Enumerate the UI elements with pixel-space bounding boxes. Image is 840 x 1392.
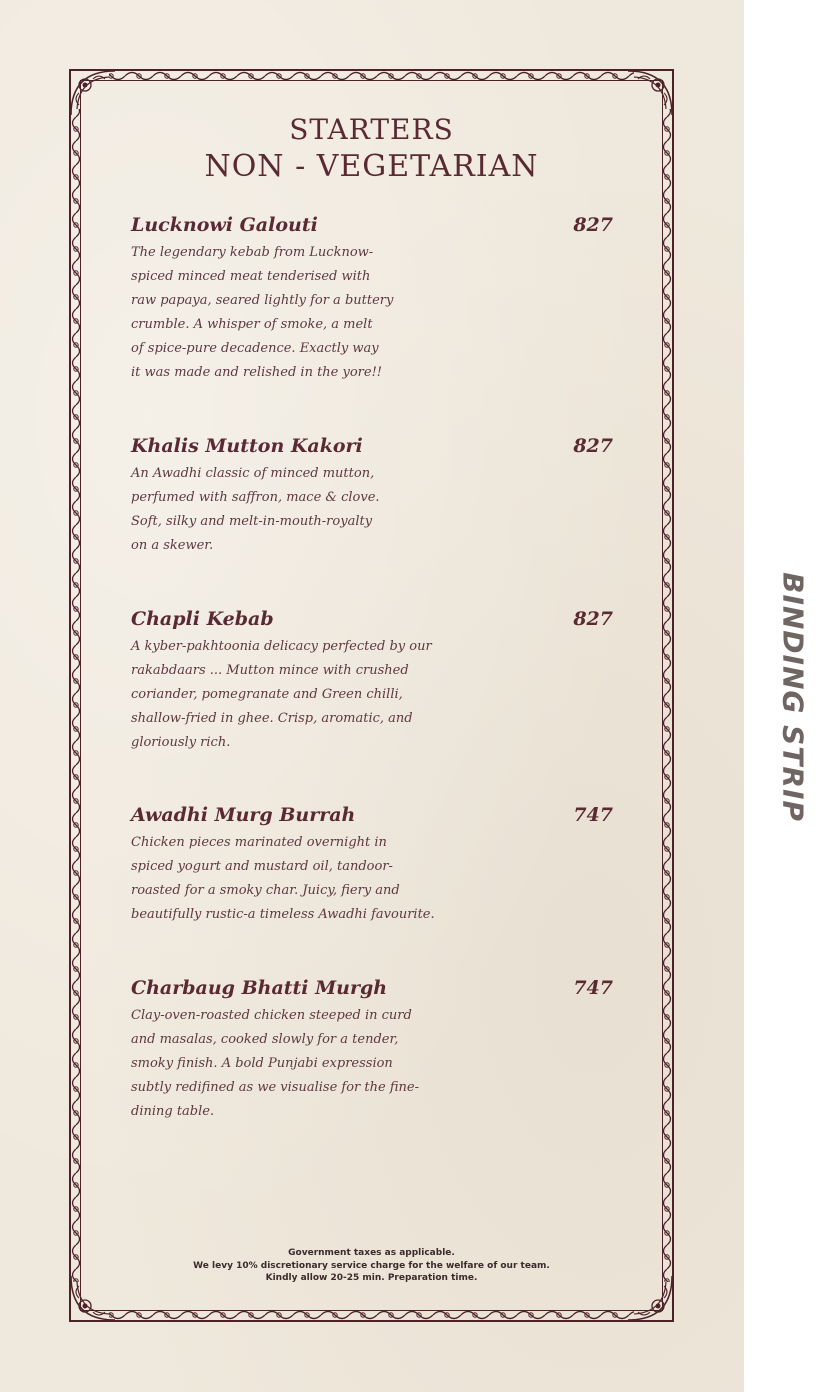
item-description bbox=[131, 831, 435, 927]
menu-title-starters: STARTERS bbox=[289, 113, 454, 146]
item-description bbox=[131, 462, 380, 558]
ornamental-border-top bbox=[69, 69, 674, 83]
menu-title-non-vegetarian: NON - VEGETARIAN bbox=[204, 149, 539, 184]
binding-strip-label: BINDING STRIP bbox=[776, 572, 810, 822]
footer-preparation-time-note: Kindly allow 20-25 min. Preparation time. bbox=[265, 1273, 478, 1283]
item-description-line: The legendary kebab from Lucknow- bbox=[131, 245, 374, 260]
ornamental-corner-icon bbox=[69, 69, 117, 117]
item-description-line: raw papaya, seared lightly for a buttery bbox=[131, 293, 394, 308]
item-description-line: perfumed with saffron, mace & clove. bbox=[131, 490, 380, 505]
item-description-line: and masalas, cooked slowly for a tender, bbox=[131, 1032, 399, 1047]
item-description-line: Clay-oven-roasted chicken steeped in curd bbox=[131, 1008, 412, 1023]
item-price: 827 bbox=[573, 435, 613, 457]
item-description bbox=[131, 1004, 419, 1124]
item-description-line: shallow-fried in ghee. Crisp, aromatic, and bbox=[131, 711, 413, 726]
item-description-line: Chicken pieces marinated overnight in bbox=[131, 835, 387, 850]
item-price: 747 bbox=[573, 804, 613, 826]
menu-footer bbox=[83, 1247, 660, 1285]
item-price: 827 bbox=[573, 608, 613, 630]
item-name: Lucknowi Galouti bbox=[131, 214, 318, 236]
footer-tax-note: Government taxes as applicable. bbox=[288, 1248, 455, 1258]
item-name: Khalis Mutton Kakori bbox=[131, 435, 363, 457]
item-description-line: of spice-pure decadence. Exactly way bbox=[131, 341, 379, 356]
ornamental-corner-icon bbox=[626, 69, 674, 117]
item-description bbox=[131, 635, 432, 755]
item-description-line: it was made and relished in the yore!! bbox=[131, 365, 383, 380]
item-price: 747 bbox=[573, 977, 613, 999]
item-description-line: on a skewer. bbox=[131, 538, 214, 553]
item-name: Awadhi Murg Burrah bbox=[131, 804, 356, 826]
item-description-line: An Awadhi classic of minced mutton, bbox=[131, 466, 375, 481]
footer-service-charge-note: We levy 10% discretionary service charge for the welfare of our team. bbox=[193, 1260, 550, 1271]
ornamental-border-bottom bbox=[69, 1308, 674, 1322]
item-description-line: beautifully rustic-a timeless Awadhi favourite. bbox=[131, 907, 435, 922]
item-description-line: subtly redifined as we visualise for the fine- bbox=[131, 1080, 419, 1095]
item-description-line: coriander, pomegranate and Green chilli, bbox=[131, 687, 403, 702]
item-description-line: roasted for a smoky char. Juicy, fiery and bbox=[131, 883, 400, 898]
item-price: 827 bbox=[573, 214, 613, 236]
item-description-line: dining table. bbox=[131, 1104, 215, 1119]
ornamental-border-right bbox=[660, 69, 674, 1322]
item-description-line: spiced minced meat tenderised with bbox=[131, 269, 371, 284]
item-name: Charbaug Bhatti Murgh bbox=[131, 977, 388, 999]
item-name: Chapli Kebab bbox=[131, 608, 274, 630]
item-description-line: Soft, silky and melt-in-mouth-royalty bbox=[131, 514, 373, 529]
item-description-line: rakabdaars ... Mutton mince with crushed bbox=[131, 663, 409, 678]
ornamental-border-left bbox=[69, 69, 83, 1322]
item-description-line: smoky finish. A bold Punjabi expression bbox=[131, 1056, 393, 1071]
item-description-line: gloriously rich. bbox=[131, 735, 231, 750]
item-description-line: A kyber-pakhtoonia delicacy perfected by our bbox=[131, 639, 432, 654]
item-description-line: spiced yogurt and mustard oil, tandoor- bbox=[131, 859, 393, 874]
item-description-line: crumble. A whisper of smoke, a melt bbox=[131, 317, 373, 332]
item-description bbox=[131, 241, 393, 385]
